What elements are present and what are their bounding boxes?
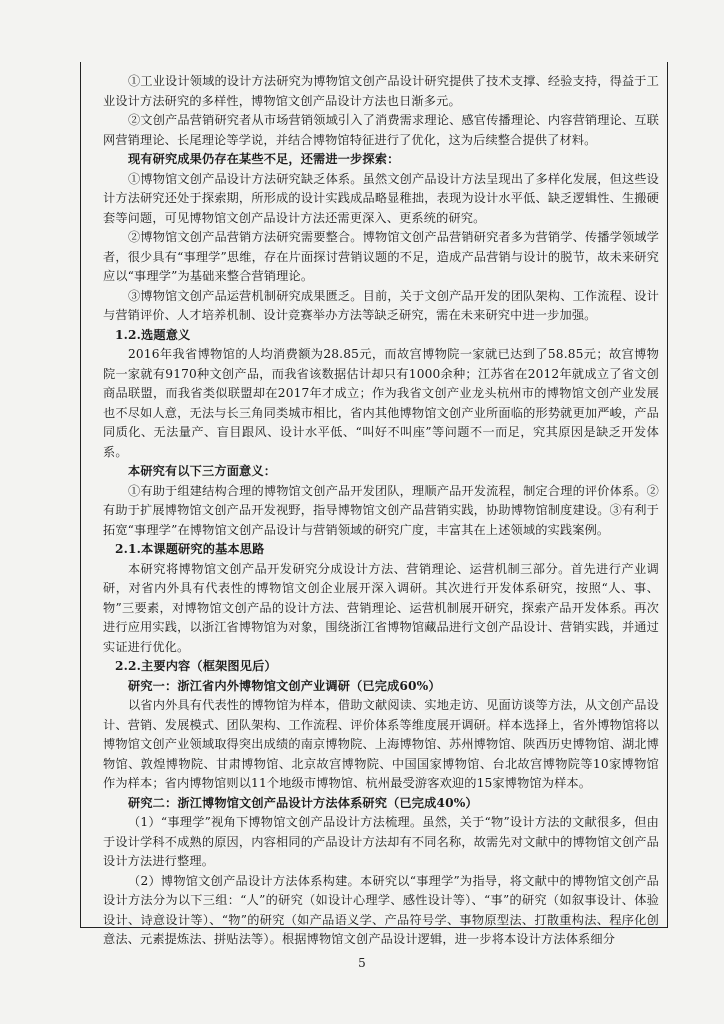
paragraph-research-two-part1: （1）“事理学”视角下博物馆文创产品设计方法梳理。虽然，关于“物”设计方法的文献很多，但由于设计学科不成熟的原因，内容相同的产品设计方法却有不同名称，故需先对文献中的博物馆文创产品设计方法进行整理。 bbox=[103, 815, 659, 868]
section-heading-1-2: 1.2.选题意义 bbox=[115, 327, 191, 342]
section-heading-2-1: 2.1.本课题研究的基本思路 bbox=[115, 542, 265, 556]
paragraph-three-aspects: ①有助于组建结构合理的博物馆文创产品开发团队，理顺产品开发流程，制定合理的评价体系。②有助于扩展博物馆文创产品开发视野，指导博物馆文创产品营销实践，协助博物馆制度建设。③有利于拓宽“事理学”在博物馆文创产品设计与营销领域的研究广度，丰富其在上述领域的实践案例。 bbox=[103, 483, 659, 537]
page-body bbox=[103, 72, 659, 946]
research-two-heading: 研究二：浙江博物馆文创产品设计方法体系研究（已完成40%） bbox=[128, 795, 478, 810]
paragraph-marketing-research: ②文创产品营销研究者从市场营销领域引入了消费需求理论、感官传播理论、内容营销理论、互联网营销理论、长尾理论等学说，并结合博物馆特征进行了优化，这为后续整合提供了材料。 bbox=[103, 113, 659, 147]
paragraph-industrial-design: ①工业设计领域的设计方法研究为博物馆文创产品设计研究提供了技术支撑、经验支持，得益于工业设计方法研究的多样性，博物馆文创产品设计方法也日渐多元。 bbox=[103, 74, 659, 108]
paragraph-research-one: 以省内外具有代表性的博物馆为样本，借助文献阅读、实地走访、见面访谈等方法，从文创产品设计、营销、发展模式、团队架构、工作流程、评价体系等维度展开调研。样本选择上，省外博物馆将以博物馆文创产业领域取得突出成绩的南京博物院、上海博物馆、苏州博物馆、陕西历史博物馆、湖北博物馆、敦煌博物院、甘肃博物馆、北京故宫博物院、中国国家博物馆、台北故宫博物院等10家博物馆作为样本；省内博物馆则以11个地级市博物馆、杭州最受游客欢迎的15家博物馆为样本。 bbox=[103, 698, 659, 790]
paragraph-operation-gap: ③博物馆文创产品运营机制研究成果匮乏。目前，关于文创产品开发的团队架构、工作流程、设计与营销评价、人才培养机制、设计竞赛举办方法等缺乏研究，需在未来研究中进一步加强。 bbox=[103, 288, 659, 322]
paragraph-research-two-part2: （2）博物馆文创产品设计方法体系构建。本研究以“事理学”为指导，将文献中的博物馆文创产品设计方法分为以下三组：“人”的研究（如设计心理学、感性设计等）、“事”的研究（如叙事设计、体验设计、诗意设计等）、“物”的研究（如产品语义学、产品符号学、事物原型法、打散重构法、程序化创意法、元素提炼法、拼贴法等）。根据博物馆文创产品设计逻辑，进一步将本设计方法体系细分 bbox=[103, 873, 659, 946]
paragraph-shortcomings-heading: 现有研究成果仍存在某些不足，还需进一步探索： bbox=[128, 152, 400, 166]
paragraph-basic-approach: 本研究将博物馆文创产品开发研究分成设计方法、营销理论、运营机制三部分。首先进行产业调研，对省内外具有代表性的博物馆文创企业展开深入调研。其次进行开发体系研究，按照“人、事、物”三要素，对博物馆文创产品的设计方法、营销理论、运营机制展开研究，探索产品开发体系。再次进行应用实践，以浙江省博物馆为对象，围绕浙江省博物馆藏品进行文创产品设计、营销实践，并通过实证进行优化。 bbox=[103, 561, 659, 654]
paragraph-design-method-gap: ①博物馆文创产品设计方法研究缺乏体系。虽然文创产品设计方法呈现出了多样化发展，但这些设计方法研究还处于探索期，所形成的设计实践成品略显稚拙，表现为设计水平低、缺乏逻辑性、生搬硬套等问题，可见博物馆文创产品设计方法还需更深入、更系统的研究。 bbox=[103, 171, 659, 225]
research-one-heading: 研究一：浙江省内外博物馆文创产业调研（已完成60%） bbox=[128, 678, 441, 693]
paragraph-marketing-gap: ②博物馆文创产品营销方法研究需要整合。博物馆文创产品营销研究者多为营销学、传播学领域学者，很少具有“事理学”思维，存在片面探讨营销议题的不足，造成产品营销与设计的脱节，故未来研究应以“事理学”为基础来整合营销理论。 bbox=[103, 230, 659, 283]
page-number: 5 bbox=[358, 956, 366, 970]
section-heading-2-2: 2.2.主要内容（框架图见后） bbox=[115, 659, 277, 673]
paragraph-significance-data: 2016年我省博物馆的人均消费额为28.85元，而故宫博物院一家就已达到了58.85元；故宫博物院一家就有9170种文创产品，而我省该数据估计却只有1000余种；江苏省在2012年就成立了省文创商品联盟，而我省类似联盟却在2017年才成立；作为我省文创产业龙头杭州市的博物馆文创产业发展也不尽如人意，无法与长三角同类城市相比，省内其他博物馆文创产业所面临的形势就更加严峻，产品同质化、无法量产、盲目跟风、设计水平低、“叫好不叫座”等问题不一而足，究其原因是缺乏开发体系。 bbox=[103, 347, 659, 459]
paragraph-three-aspects-heading: 本研究有以下三方面意义： bbox=[128, 464, 277, 478]
